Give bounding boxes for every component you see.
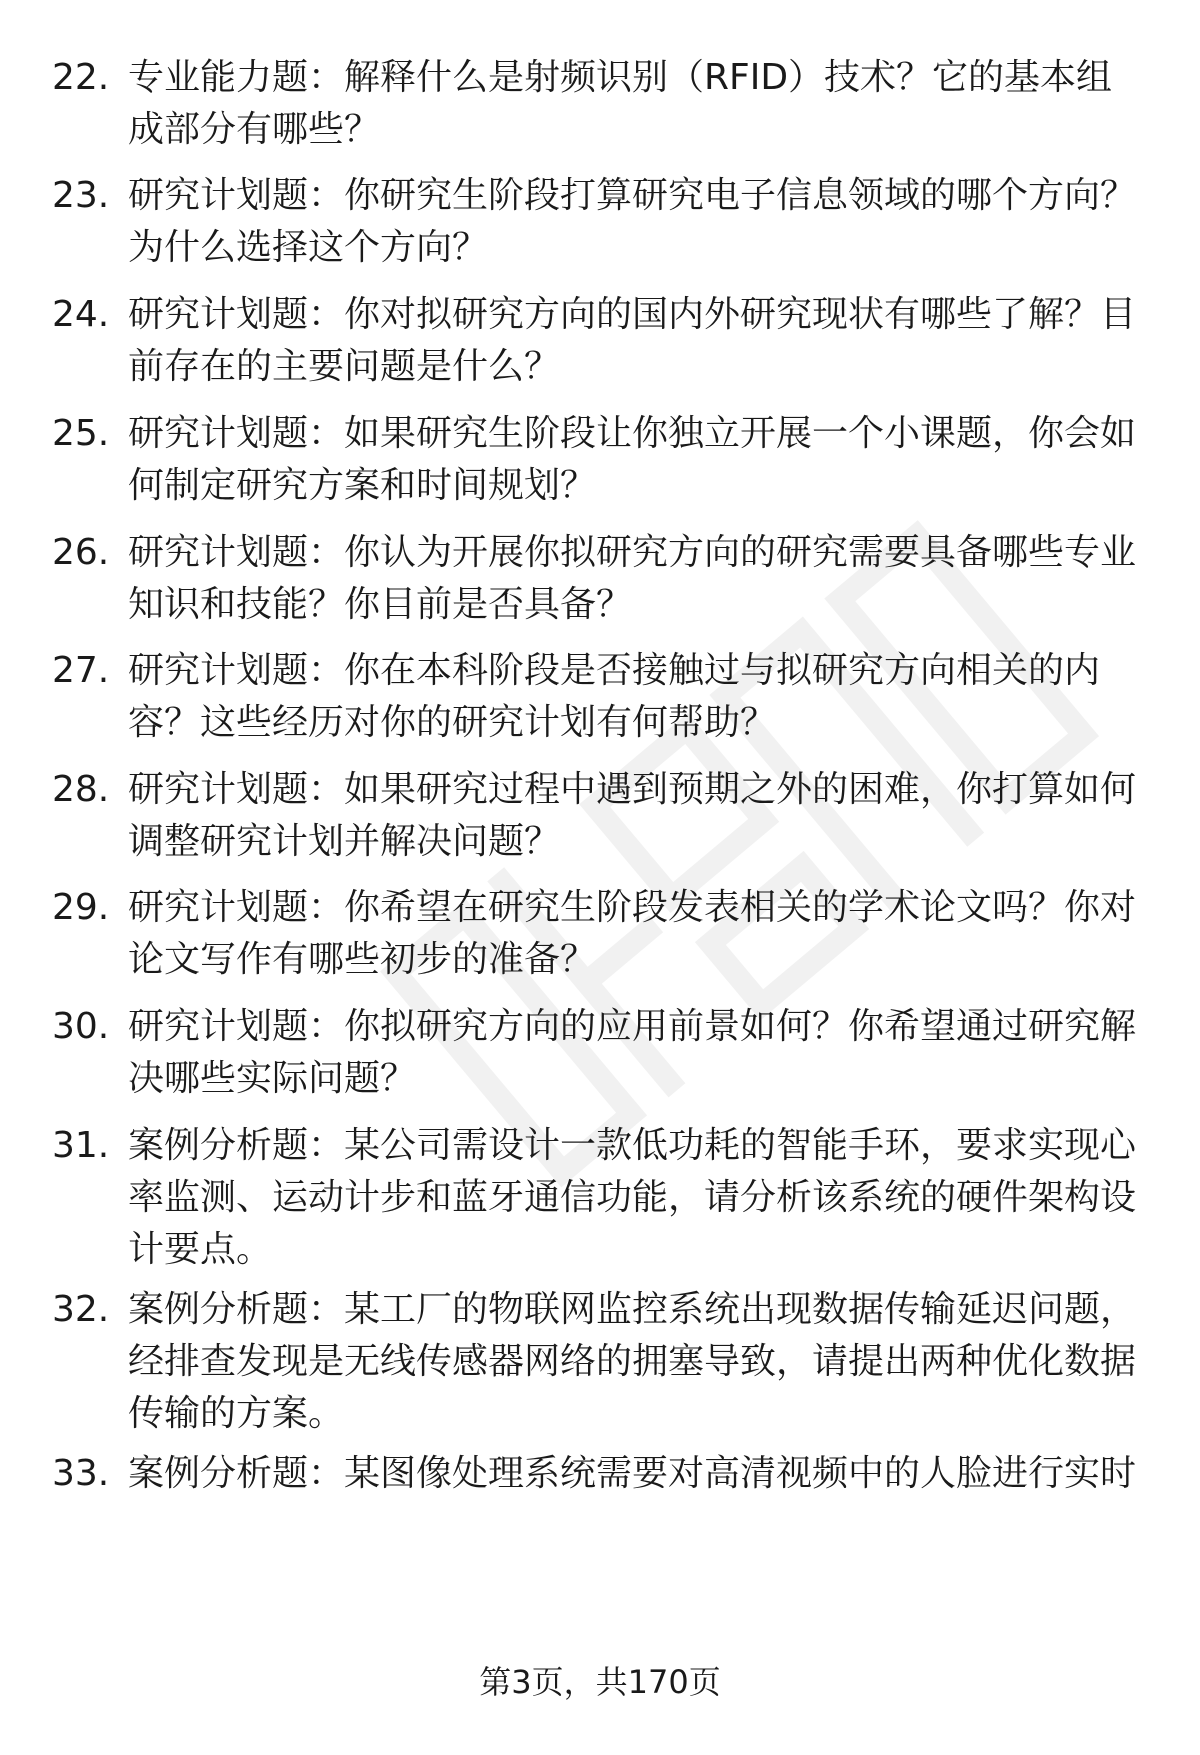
question-number: 29. [52, 887, 110, 928]
question-text: 研究计划题：你对拟研究方向的国内外研究现状有哪些了解？目前存在的主要问题是什么？ [128, 294, 1137, 387]
question-number: 33. [52, 1453, 110, 1494]
question-number: 27. [52, 650, 110, 691]
question-number: 32. [52, 1289, 110, 1330]
question-number: 26. [52, 532, 110, 573]
question-text: 研究计划题：你拟研究方向的应用前景如何？你希望通过研究解决哪些实际问题？ [128, 1006, 1137, 1099]
question-text: 研究计划题：如果研究过程中遇到预期之外的困难，你打算如何调整研究计划并解决问题？ [128, 769, 1137, 862]
question-number: 30. [52, 1006, 110, 1047]
question-text: 专业能力题：解释什么是射频识别（RFID）技术？它的基本组成部分有哪些？ [128, 57, 1113, 150]
question-number: 28. [52, 769, 110, 810]
question-number: 23. [52, 175, 110, 216]
question-text: 案例分析题：某工厂的物联网监控系统出现数据传输延迟问题，经排查发现是无线传感器网络的拥塞导致，请提出两种优化数据传输的方案。 [128, 1289, 1137, 1434]
question-number: 22. [52, 57, 110, 98]
question-text: 研究计划题：你希望在研究生阶段发表相关的学术论文吗？你对论文写作有哪些初步的准备？ [128, 887, 1137, 980]
question-number: 31. [52, 1125, 110, 1166]
question-text: 研究计划题：你研究生阶段打算研究电子信息领域的哪个方向？为什么选择这个方向？ [128, 175, 1137, 268]
question-text: 研究计划题：如果研究生阶段让你独立开展一个小课题，你会如何制定研究方案和时间规划？ [128, 413, 1137, 506]
question-number: 25. [52, 413, 110, 454]
page-indicator: 第3页，共170页 [479, 1663, 721, 1701]
question-text: 研究计划题：你认为开展你拟研究方向的研究需要具备哪些专业知识和技能？你目前是否具备？ [128, 532, 1137, 625]
question-text: 案例分析题：某公司需设计一款低功耗的智能手环，要求实现心率监测、运动计步和蓝牙通信功能，请分析该系统的硬件架构设计要点。 [128, 1125, 1137, 1270]
question-text: 研究计划题：你在本科阶段是否接触过与拟研究方向相关的内容？这些经历对你的研究计划有何帮助？ [128, 650, 1101, 743]
question-text: 案例分析题：某图像处理系统需要对高清视频中的人脸进行实时 [128, 1453, 1137, 1494]
question-number: 24. [52, 294, 110, 335]
